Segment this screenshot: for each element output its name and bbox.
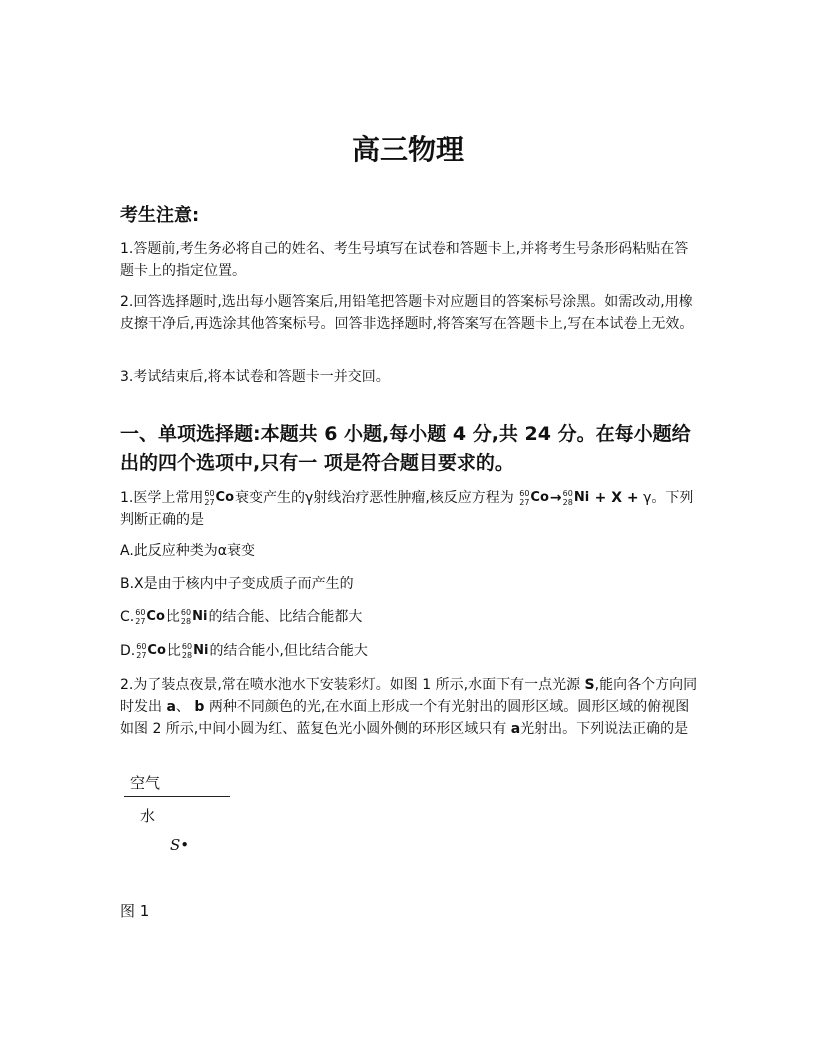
cobalt-nuclide: 60 27 Co <box>519 489 549 507</box>
question-1-stem: 1.医学上常用 60 27 Co 衰变产生的γ射线治疗恶性肿瘤,核反应方程为 60 27 Co → 60 28 Ni + X + γ。下列判断正确的是 <box>120 489 694 528</box>
notice-item-1: 1.答题前,考生务必将自己的姓名、考生号填写在试卷和答题卡上,并将考生号条形码粘贴在答题卡上的指定位置。 <box>120 241 689 279</box>
cobalt-nuclide: 60 27 Co <box>204 489 235 507</box>
air-label: 空气 <box>130 774 161 792</box>
section-heading: 一、单项选择题:本题共 6 小题,每小题 4 分,共 24 分。在每小题给出的四个选项中,只有一 项是符合题目要求的。 <box>120 423 691 474</box>
notice-item-2: 2.回答选择题时,选出每小题答案后,用铅笔把答题卡对应题目的答案标号涂黑。如需改动,用橡皮擦干净后,再选涂其他答案标号。回答非选择题时,将答案写在答题卡上,写在本试卷上无效。 <box>120 294 694 332</box>
figure-1-caption: 图 1 <box>120 902 150 920</box>
page-title: 高三物理 <box>351 133 464 166</box>
water-label: 水 <box>140 807 156 825</box>
question-1-option-b: B.X是由于核内中子变成质子而产生的 <box>120 576 354 592</box>
light-source-label: S• <box>170 836 190 854</box>
question-1-option-d: D. 60 27 Co 比 60 28 Ni 的结合能小,但比结合能大 <box>120 642 368 660</box>
notice-heading: 考生注意: <box>120 205 200 226</box>
nickel-nuclide: 60 28 Ni <box>562 489 590 507</box>
question-1-option-c: C. 60 27 Co 比 60 28 Ni 的结合能、比结合能都大 <box>120 608 363 626</box>
figure-1 <box>120 770 320 890</box>
question-2-stem: 2.为了装点夜景,常在喷水池水下安装彩灯。如图 1 所示,水面下有一点光源 S,能向各个方向同时发出 a、 b 两种不同颜色的光,在水面上形成一个有光射出的圆形区域。圆形区域的俯视图如图 2 所示,中间小圆为红、蓝复色光小圆外侧的环形区域只有 a光射出。下列说法正确的是 <box>120 677 698 737</box>
water-surface-line <box>124 796 230 797</box>
notice-item-3: 3.考试结束后,将本试卷和答题卡一并交回。 <box>120 369 390 385</box>
question-1-option-a: A.此反应种类为α衰变 <box>120 543 256 559</box>
